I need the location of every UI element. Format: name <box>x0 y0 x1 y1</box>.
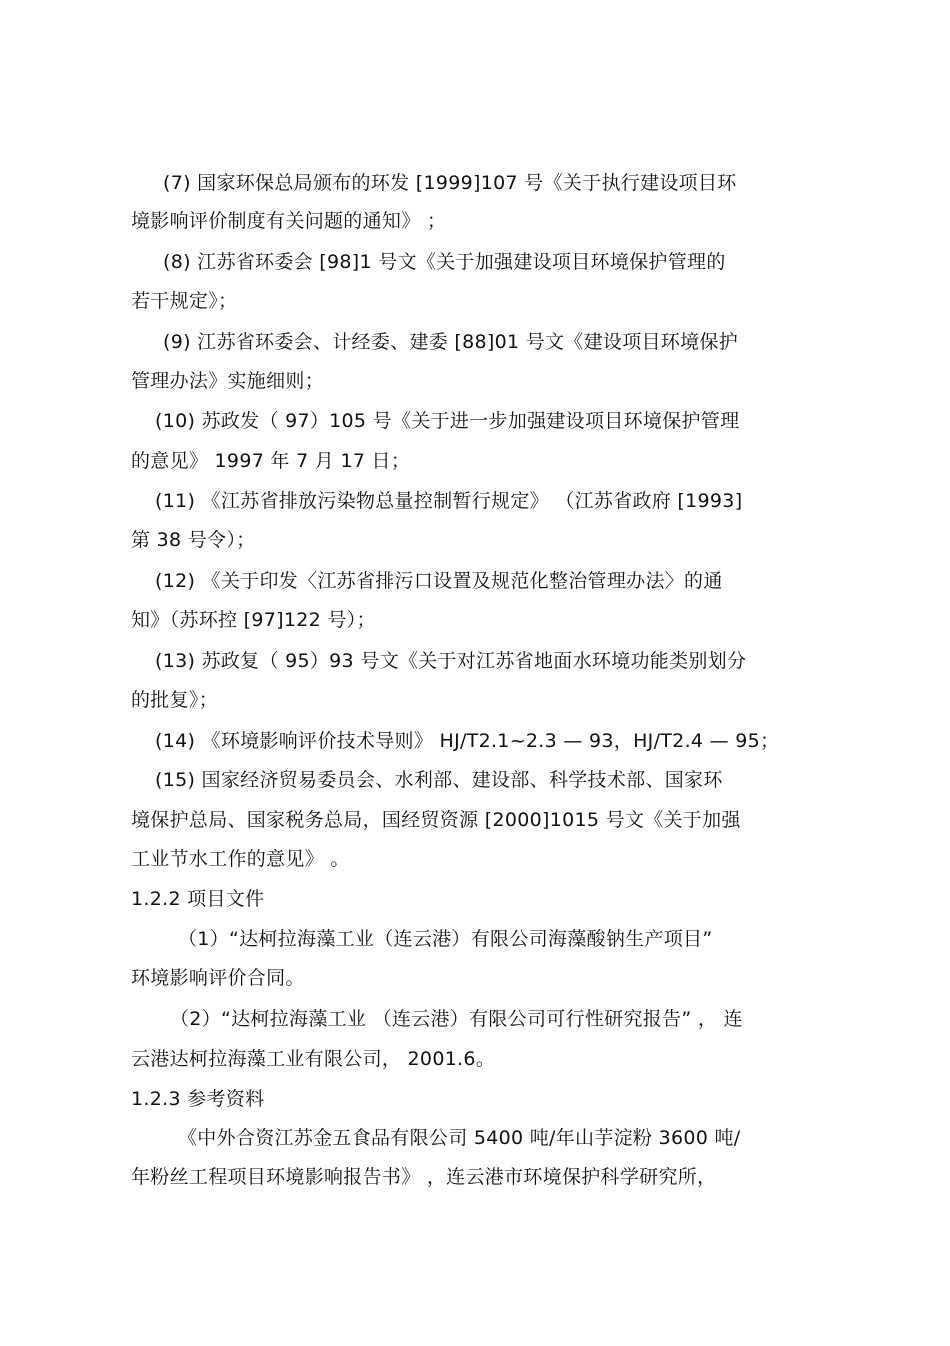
item-10-line-2: 的意见》 1997 年 7 月 17 日； <box>131 450 411 472</box>
item-14-line-1: (14) 《环境影响评价技术导则》 HJ/T2.1~2.3 — 93，HJ/T2.4 — 95； <box>155 730 780 752</box>
item-9-line-1: (9) 江苏省环委会、计经委、建委 [88]01 号文《建设项目环境保护 <box>163 331 739 353</box>
item-8-line-2: 若干规定》； <box>131 290 238 312</box>
item-15-line-3: 工业节水工作的意见》 。 <box>131 848 350 870</box>
item-10-line-1: (10) 苏政发（ 97）105 号《关于进一步加强建设项目环境保护管理 <box>155 410 740 432</box>
section-1-2-2-heading: 1.2.2 项目文件 <box>131 888 265 910</box>
item-15-line-1: (15) 国家经济贸易委员会、水利部、建设部、科学技术部、国家环 <box>155 769 723 791</box>
section-1-2-3-para-line-1: 《中外合资江苏金五食品有限公司 5400 吨/年山芋淀粉 3600 吨/ <box>178 1127 741 1149</box>
section-1-2-2-para-2-line-2: 云港达柯拉海藻工业有限公司， 2001.6。 <box>131 1048 496 1070</box>
item-11-line-2: 第 38 号令）； <box>131 529 256 551</box>
section-1-2-3-heading: 1.2.3 参考资料 <box>131 1088 265 1110</box>
item-11-line-1: (11) 《江苏省排放污染物总量控制暂行规定》 （江苏省政府 [1993] <box>155 490 743 512</box>
item-7-line-1: (7) 国家环保总局颁布的环发 [1999]107 号《关于执行建设项目环 <box>163 172 737 194</box>
item-15-line-2: 境保护总局、国家税务总局，国经贸资源 [2000]1015 号文《关于加强 <box>131 809 741 831</box>
section-1-2-2-para-1-line-2: 环境影响评价合同。 <box>131 967 305 989</box>
item-13-line-1: (13) 苏政复（ 95）93 号文《关于对江苏省地面水环境功能类别划分 <box>155 650 747 672</box>
section-1-2-2-para-1-line-1: （1）“达柯拉海藻工业（连云港）有限公司海藻酸钠生产项目” <box>178 928 713 950</box>
item-9-line-2: 管理办法》实施细则； <box>131 370 325 392</box>
item-12-line-2: 知》（苏环控 [97]122 号）； <box>131 609 376 631</box>
item-7-line-2: 境影响评价制度有关问题的通知》 ； <box>131 210 447 232</box>
section-1-2-3-para-line-2: 年粉丝工程项目环境影响报告书》 ，连云港市环境保护科学研究所， <box>131 1166 717 1188</box>
section-1-2-2-para-2-line-1: （2）“达柯拉海藻工业 （连云港）有限公司可行性研究报告” ， 连 <box>170 1008 743 1030</box>
item-8-line-1: (8) 江苏省环委会 [98]1 号文《关于加强建设项目环境保护管理的 <box>163 251 726 273</box>
item-13-line-2: 的批复》； <box>131 689 219 711</box>
item-12-line-1: (12) 《关于印发〈江苏省排污口设置及规范化整治管理办法〉的通 <box>155 570 723 592</box>
